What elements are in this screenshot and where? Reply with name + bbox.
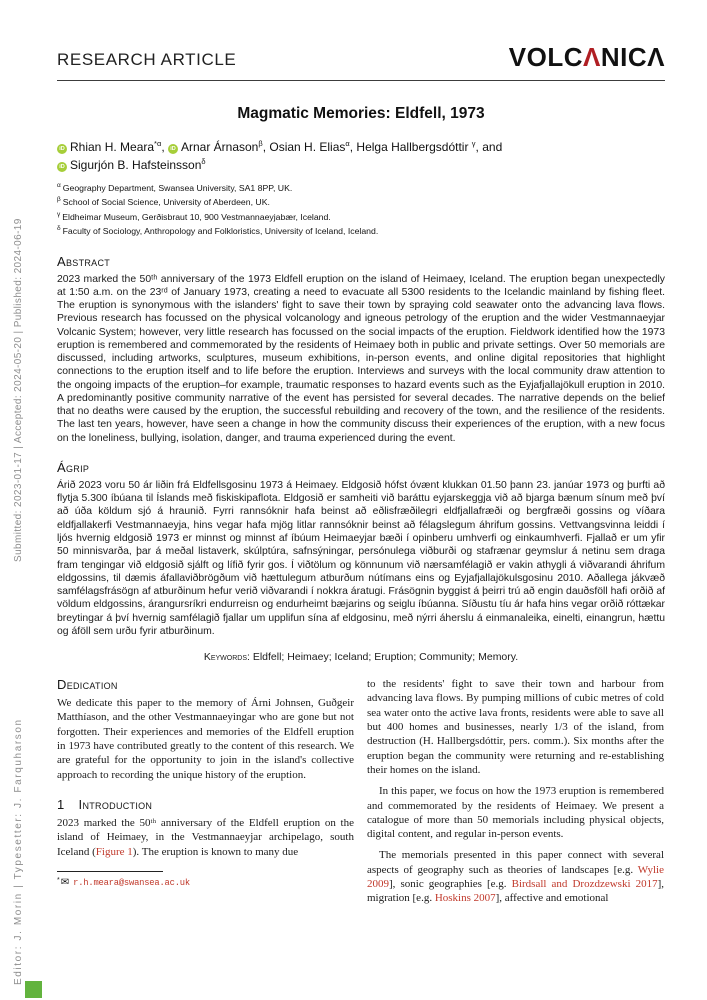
orcid-icon[interactable]: iD bbox=[57, 144, 67, 154]
section-number: 1 bbox=[57, 796, 65, 812]
logo-text-3: Λ bbox=[647, 42, 665, 72]
agrip-section bbox=[57, 460, 665, 638]
intro-text: 2023 marked the 50ᵗʰ anniversary of the Eldfell eruption on the island of Heimaey, in the Vestmannaeyjar archipelago, south Iceland ( bbox=[57, 816, 354, 858]
author-separator: , and bbox=[475, 140, 503, 154]
figure-1-link[interactable]: Figure 1 bbox=[95, 845, 133, 858]
author-line-1 bbox=[57, 138, 665, 156]
body-paragraph: In this paper, we focus on how the 1973 eruption is remembered and commemorated by the residents of Heimaey. We present a catalogue of more than 50 memorials including physical objects, digital content, and regular in-person events. bbox=[367, 785, 664, 841]
orcid-icon[interactable]: iD bbox=[168, 144, 178, 154]
envelope-icon: ✉ bbox=[60, 876, 70, 888]
affil-text: Faculty of Sociology, Anthropology and Folkloristics, University of Iceland, Iceland. bbox=[62, 226, 379, 237]
section-title: Introduction bbox=[78, 796, 153, 812]
keywords-line bbox=[57, 651, 665, 663]
author-affil-mark: δ bbox=[201, 157, 206, 166]
affil-text: School of Social Science, University of Aberdeen, UK. bbox=[62, 197, 270, 208]
article-title: Magmatic Memories: Eldfell, 1973 bbox=[237, 105, 485, 122]
footnote-marker: * bbox=[57, 876, 60, 884]
author-name: Sigurjón B. Hafsteinsson bbox=[70, 158, 202, 172]
masthead bbox=[57, 44, 665, 70]
author-name: Osian H. Elias bbox=[269, 140, 346, 154]
affiliation-list bbox=[57, 181, 665, 239]
footnote-line bbox=[57, 877, 354, 888]
author-name: Rhian H. Meara bbox=[70, 140, 155, 154]
affil-mark: γ bbox=[57, 210, 61, 218]
left-column bbox=[57, 677, 354, 912]
agrip-text: Árið 2023 voru 50 ár liðin frá Eldfellsgosinu 1973 á Heimaey. Eldgosið hófst óvænt klukkan 01.50 þann 23. janúar 1973 og þurfti að flytja 5.300 íbúana til Íslands með fiskiskipaflota. Eldgosið er samheiti við baráttu eyjarskeggja við að bjarga bænum sínum með því að úða köldum sjó á hraunið. Fyrri rannsóknir hafa beinst að eðlisfræðilegri eldfjallafræði og bergfræði gossins og víðara eldfjallakerfi Vestmannaeyja, hins vegar hafa mjög litlar rannsóknir beinst að félagslegum áhrifum gossins. Vettvangsvinna leiddi í ljós hvernig eldgosið 1973 er minnst og minnst af íbúum Heimaeyjar bæði í opinberu umhverfi og einkaumhverfi. Fjallað er um yfir 50 minnisvarða, þar á meðal listaverk, skúlptúra, safnsýningar, persónulega viðburði og stafrænar geymslur á netinu sem draga fram tengingar við eldgosið sjálft og lífið fyrir gos. Í viðtölum og könnunum við nærsamfélagið er vakin athygli á viðvarandi áhrifum eldgossins, til dæmis áfallaviðbrögðum við hættulegum atburðum nútímans eins og Eyjafjallajökulsgosinu 2010. Aðallega jákvæð samfélagsfrásögn af atburðinum hefur verið viðvarandi í nokkra áratugi. Frásögnin byggist á þeirri trú að engin dauðsföll hafi orðið af völdum eldgossins, árangursríkri endurreisn og endurheimt bæjarins og seiglu íbúanna. Síðustu tíu ár hafa hins vegar orðið róttækar breytingar á því hvernig samfélagið fjallar um upplifun sína af eldgosinu, með nýrri áherslu á einmanaleika, einelti, einangrun, hættu og áföll sem urðu fyrir atburðinum. bbox=[57, 479, 665, 637]
orcid-icon[interactable]: iD bbox=[57, 162, 67, 172]
citation-link[interactable]: Wylie 2009 bbox=[367, 863, 664, 890]
author-line-2 bbox=[57, 156, 665, 174]
volcanica-logo bbox=[509, 44, 665, 70]
author-name: Helga Hallbergsdóttir bbox=[356, 140, 472, 154]
affil-mark: α bbox=[57, 182, 61, 189]
introduction-paragraph bbox=[57, 816, 354, 859]
page-content bbox=[57, 44, 665, 913]
author-affil-mark: α bbox=[345, 139, 350, 148]
author-separator: , bbox=[349, 140, 357, 154]
agrip-heading: Ágrip bbox=[57, 459, 90, 475]
header-divider bbox=[57, 80, 665, 81]
keywords-label: Keywords: bbox=[203, 651, 250, 664]
affiliation-row bbox=[57, 210, 665, 224]
dedication-heading: Dedication bbox=[57, 677, 118, 693]
dedication-text: We dedicate this paper to the memory of Árni Johnsen, Guðgeir Matthíason, and the other Vestmannaeyingar who are gone but not forgotten. Their experiences and memories of the Eldfell eruption in 1973 have contributed greatly to the content of this research. We are grateful for the opportunity to join in the island's collective approach to recording the unique history of the eruption. bbox=[57, 697, 354, 781]
footnote-rule bbox=[57, 871, 163, 872]
body-text: ], sonic geographies [e.g. bbox=[389, 878, 512, 890]
body-paragraph: to the residents' fight to save their town and harbour from advancing lava flows. By pumping millions of cubic metres of cold sea water onto the active lava fronts, residents were able to save all but 400 homes and businesses, nearly 1/3 of the island, from destruction (H. Hallbergsdóttir, pers. comm.). Six months after the eruption began the community were returning and re-establishing their homes on the island. bbox=[367, 678, 664, 776]
author-list bbox=[57, 138, 665, 174]
logo-text-1: VOLC bbox=[508, 42, 584, 72]
affil-text: Eldheimar Museum, Gerðisbraut 10, 900 Vestmannaeyjabær, Iceland. bbox=[62, 211, 331, 222]
corresponding-author-footnote bbox=[57, 871, 354, 888]
intro-text: ). The eruption is known to many due bbox=[132, 845, 299, 858]
body-text: The memorials presented in this paper connect with several aspects of geography such as theories of landscapes [e.g. bbox=[367, 849, 664, 876]
body-text: ], migration [e.g. bbox=[367, 878, 665, 905]
corresponding-email-link[interactable]: r.h.meara@swansea.ac.uk bbox=[73, 877, 190, 888]
author-name: Arnar Árnason bbox=[180, 140, 259, 154]
abstract-section bbox=[57, 254, 665, 445]
affiliation-row bbox=[57, 181, 665, 195]
body-columns bbox=[57, 677, 665, 912]
logo-accent-letter: Λ bbox=[583, 42, 601, 72]
citation-link[interactable]: Hoskins 2007 bbox=[434, 892, 496, 905]
affiliation-row bbox=[57, 224, 665, 238]
affil-mark: β bbox=[57, 196, 61, 204]
body-text: ], affective and emotional bbox=[495, 892, 609, 905]
article-type-label: RESEARCH ARTICLE bbox=[57, 50, 237, 69]
editor-typesetter-sidebar: Editor: J. Morin | Typesetter: J. Farquharson bbox=[13, 718, 24, 985]
logo-text-2: NIC bbox=[600, 42, 648, 72]
affil-mark: δ bbox=[57, 225, 61, 233]
author-separator: , bbox=[262, 140, 270, 154]
introduction-heading bbox=[57, 797, 354, 812]
author-affil-mark: β bbox=[258, 139, 263, 148]
affil-text: Geography Department, Swansea University, SA1 8PP, UK. bbox=[62, 182, 293, 193]
right-column bbox=[367, 677, 664, 912]
citation-link[interactable]: Birdsall and Drozdzewski 2017 bbox=[511, 878, 658, 890]
body-paragraph bbox=[367, 848, 664, 905]
affiliation-row bbox=[57, 195, 665, 209]
abstract-heading: Abstract bbox=[57, 253, 111, 269]
page-corner-marker bbox=[25, 981, 42, 998]
author-affil-mark: *α bbox=[154, 139, 162, 148]
author-affil-mark: γ bbox=[471, 139, 476, 148]
keywords-text: Eldfell; Heimaey; Iceland; Eruption; Community; Memory. bbox=[249, 651, 519, 664]
abstract-text: 2023 marked the 50ᵗʰ anniversary of the 1973 Eldfell eruption on the island of Heimaey, Iceland. The eruption began unexpectedly at 1:50 a.m. on the 23ʳᵈ of January 1973, creating a need to evacuate all 5300 residents to the Icelandic mainland by fishing fleet. The eruption is synonymous with the islanders' fight to save their town by spraying cold seawater onto the advancing lava flows. Previous research has focussed on the physical volcanology and igneous petrology of the eruption and the wider Vestmannaeyjar Volcanic System; however, very little research has focussed on the social impacts of the eruption. Fieldwork identified how the 1973 eruption is remembered and commemorated by the residents of Heimaey both in public and private settings. Over 50 memorials are discussed, including artworks, sculptures, museum exhibitions, in-person events, and online digital repositories that highlight connections to the eruption itself and to life before the eruption. Interviews and surveys with the local community draw attention to the ongoing impacts of the eruption–for example, traumatic responses to hazard events such as the Eyjafjallajökull eruption in 2010. A predominantly positive community narrative of the event has persisted for several decades. The narrative depends on the belief that no deaths were caused by the eruption, the successful rebuilding and recovery of the town, and the resilience of the residents. The last ten years, however, have seen a change in how the community discuss their experiences of the eruption, with a new focus on the loneliness, bullying, isolation, danger, and trauma experienced during the event. bbox=[57, 273, 665, 444]
submission-dates-sidebar: Submitted: 2023-01-17 | Accepted: 2024-05-20 | Published: 2024-06-19 bbox=[13, 218, 24, 562]
author-separator: , bbox=[161, 140, 168, 154]
